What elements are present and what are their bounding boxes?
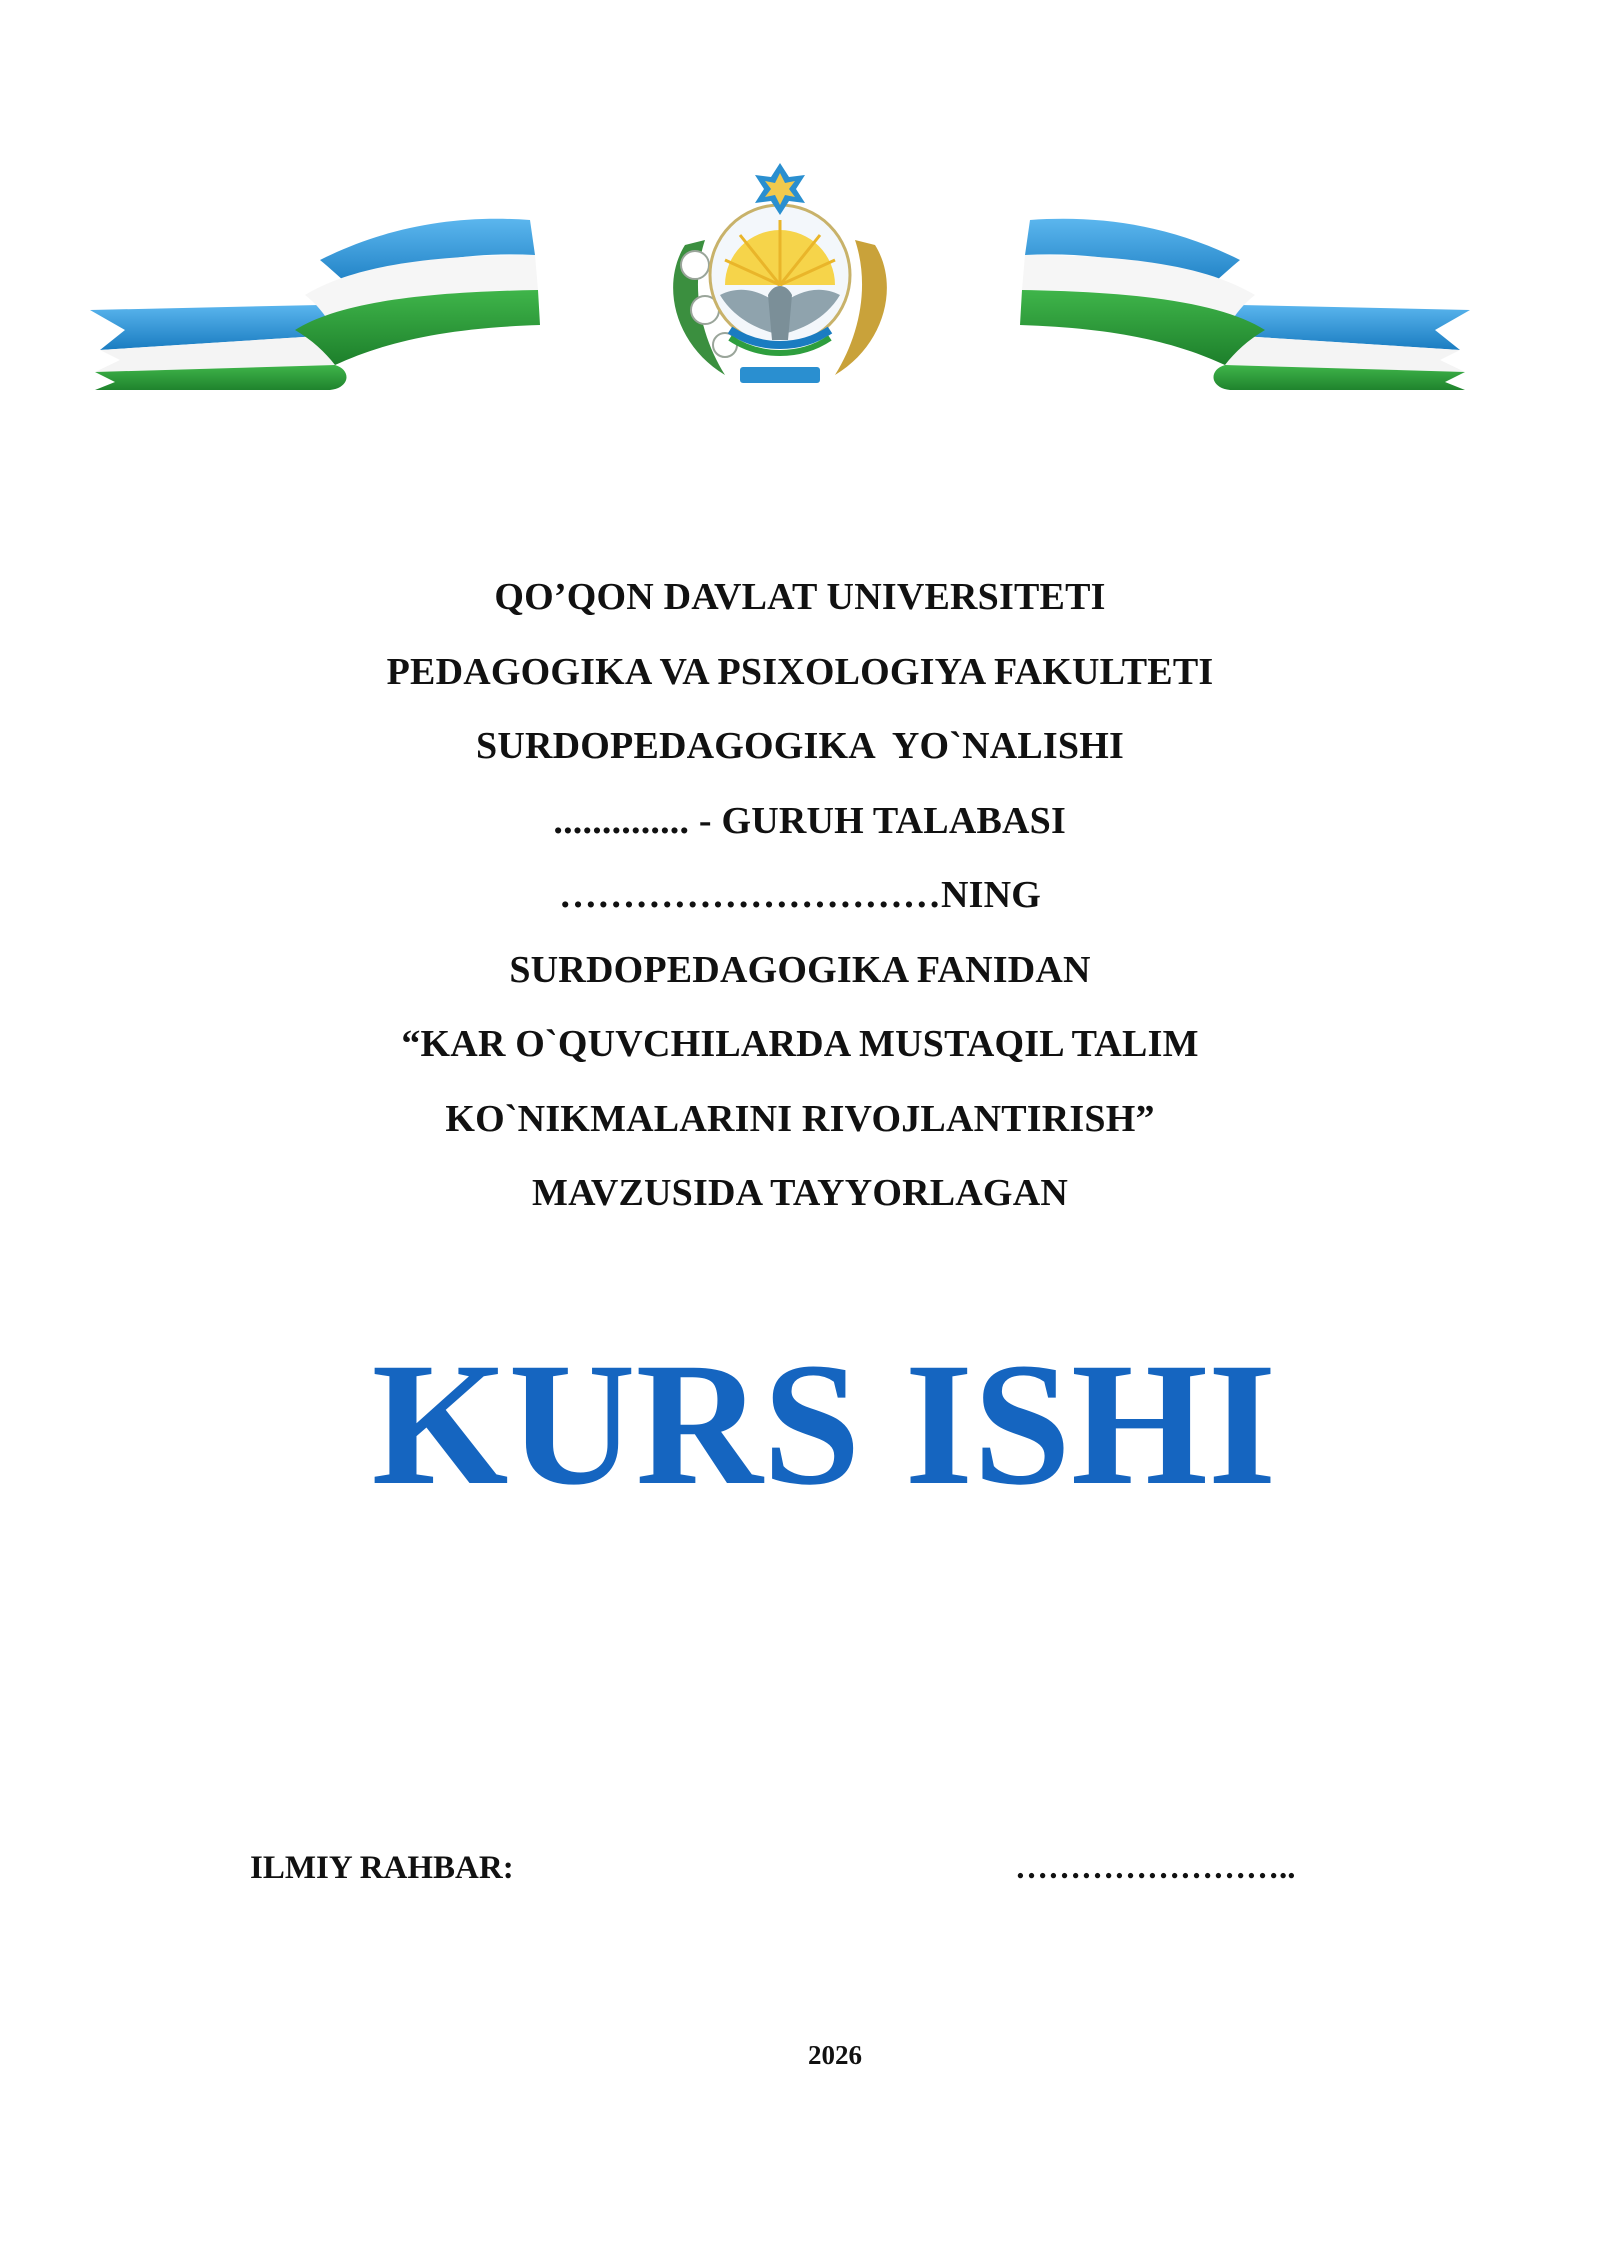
flag-ribbon-banner [90, 160, 1470, 390]
uzbekistan-state-emblem-icon [662, 160, 898, 390]
subject-line: SURDOPEDAGOGIKA FANIDAN [509, 948, 1091, 991]
group-student-line: .............. - GURUH TALABASI [534, 799, 1066, 842]
direction-name: SURDOPEDAGOGIKA YO`NALISHI [476, 725, 1124, 767]
ribbon-left [90, 219, 540, 390]
topic-line-1: “KAR O`QUVCHILARDA MUSTAQIL TALIM [401, 1023, 1199, 1065]
ribbon-right [1020, 219, 1470, 390]
university-name: QO’QON DAVLAT UNIVERSITETI [494, 576, 1106, 618]
advisor-value: …………………….. [1015, 1850, 1296, 1886]
student-name-line: …………………………NING [558, 874, 1042, 916]
advisor-label: ILMIY RAHBAR: [250, 1850, 514, 1886]
topic-line-2: KO`NIKMALARINI RIVOJLANTIRISH” [445, 1097, 1155, 1140]
faculty-name: PEDAGOGIKA VA PSIXOLOGIYA FAKULTETI [386, 650, 1214, 693]
prepared-line: MAVZUSIDA TAYYORLAGAN [532, 1172, 1068, 1214]
document-title: KURS ISHI [371, 1327, 1277, 1522]
header-text-block [0, 560, 1600, 1231]
year: 2026 [808, 2040, 862, 2070]
